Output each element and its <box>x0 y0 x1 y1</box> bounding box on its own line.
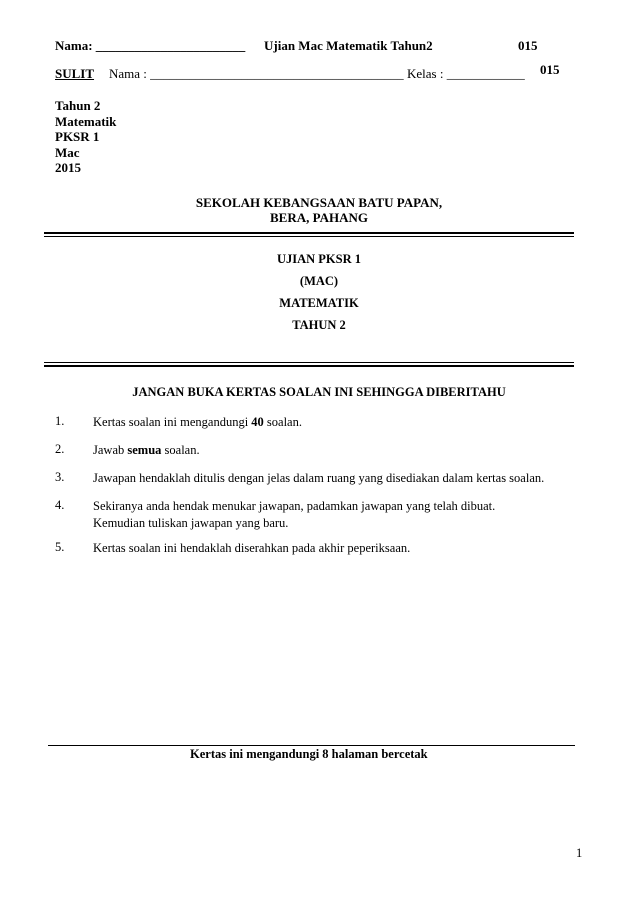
nama-blank: Nama: _______________________ <box>55 38 246 53</box>
info-month: Mac <box>55 144 80 160</box>
document-title: Ujian Mac Matematik Tahun2 <box>264 38 433 53</box>
paper-code-second: 015 <box>540 62 560 77</box>
instruction-number: 3. <box>55 470 65 484</box>
page-count-note: Kertas ini mengandungi 8 halaman bercetak <box>190 747 428 761</box>
exam-month: (MAC) <box>299 274 339 288</box>
school-name-line1: SEKOLAH KEBANGSAAN BATU PAPAN, <box>195 195 443 210</box>
instruction-text: Kertas soalan ini hendaklah diserahkan pada akhir peperiksaan. <box>93 541 411 555</box>
nama-field: Nama : _______________________________________ <box>109 66 404 81</box>
exam-subject: MATEMATIK <box>279 296 359 310</box>
instruction-number: 5. <box>55 540 65 554</box>
paper-code-top: 015 <box>518 38 538 53</box>
sulit-label: SULIT <box>55 66 95 81</box>
instruction-number: 1. <box>55 414 65 428</box>
school-name-line2: BERA, PAHANG <box>270 210 368 225</box>
instruction-text: Kertas soalan ini mengandungi 40 soalan. <box>93 415 302 429</box>
divider-top-thick <box>44 232 574 234</box>
info-subject: Matematik <box>55 113 117 129</box>
divider-mid-thick <box>44 365 574 367</box>
info-block <box>55 98 116 176</box>
info-exam: PKSR 1 <box>55 129 100 144</box>
exam-year: TAHUN 2 <box>292 318 346 332</box>
instruction-text: Jawapan hendaklah ditulis dengan jelas dalam ruang yang disediakan dalam kertas soalan. <box>93 471 545 485</box>
instruction-number: 4. <box>55 498 65 512</box>
instruction-text: Jawab semua soalan. <box>93 443 200 457</box>
info-year: Tahun 2 <box>55 98 101 113</box>
divider-top-thin <box>44 236 574 237</box>
footer-divider <box>48 745 575 746</box>
instruction-text: Sekiranya anda hendak menukar jawapan, padamkan jawapan yang telah dibuat. Kemudian tuliskan jawapan yang baru. <box>93 499 496 530</box>
exam-title: UJIAN PKSR 1 <box>276 252 362 266</box>
kelas-field: Kelas : ____________ <box>407 66 525 81</box>
instruction-number: 2. <box>55 442 65 456</box>
divider-mid-thin <box>44 362 574 363</box>
page-number: 1 <box>576 846 583 860</box>
info-year-num: 2015 <box>55 160 81 175</box>
warning-heading: JANGAN BUKA KERTAS SOALAN INI SEHINGGA DIBERITAHU <box>132 385 506 399</box>
